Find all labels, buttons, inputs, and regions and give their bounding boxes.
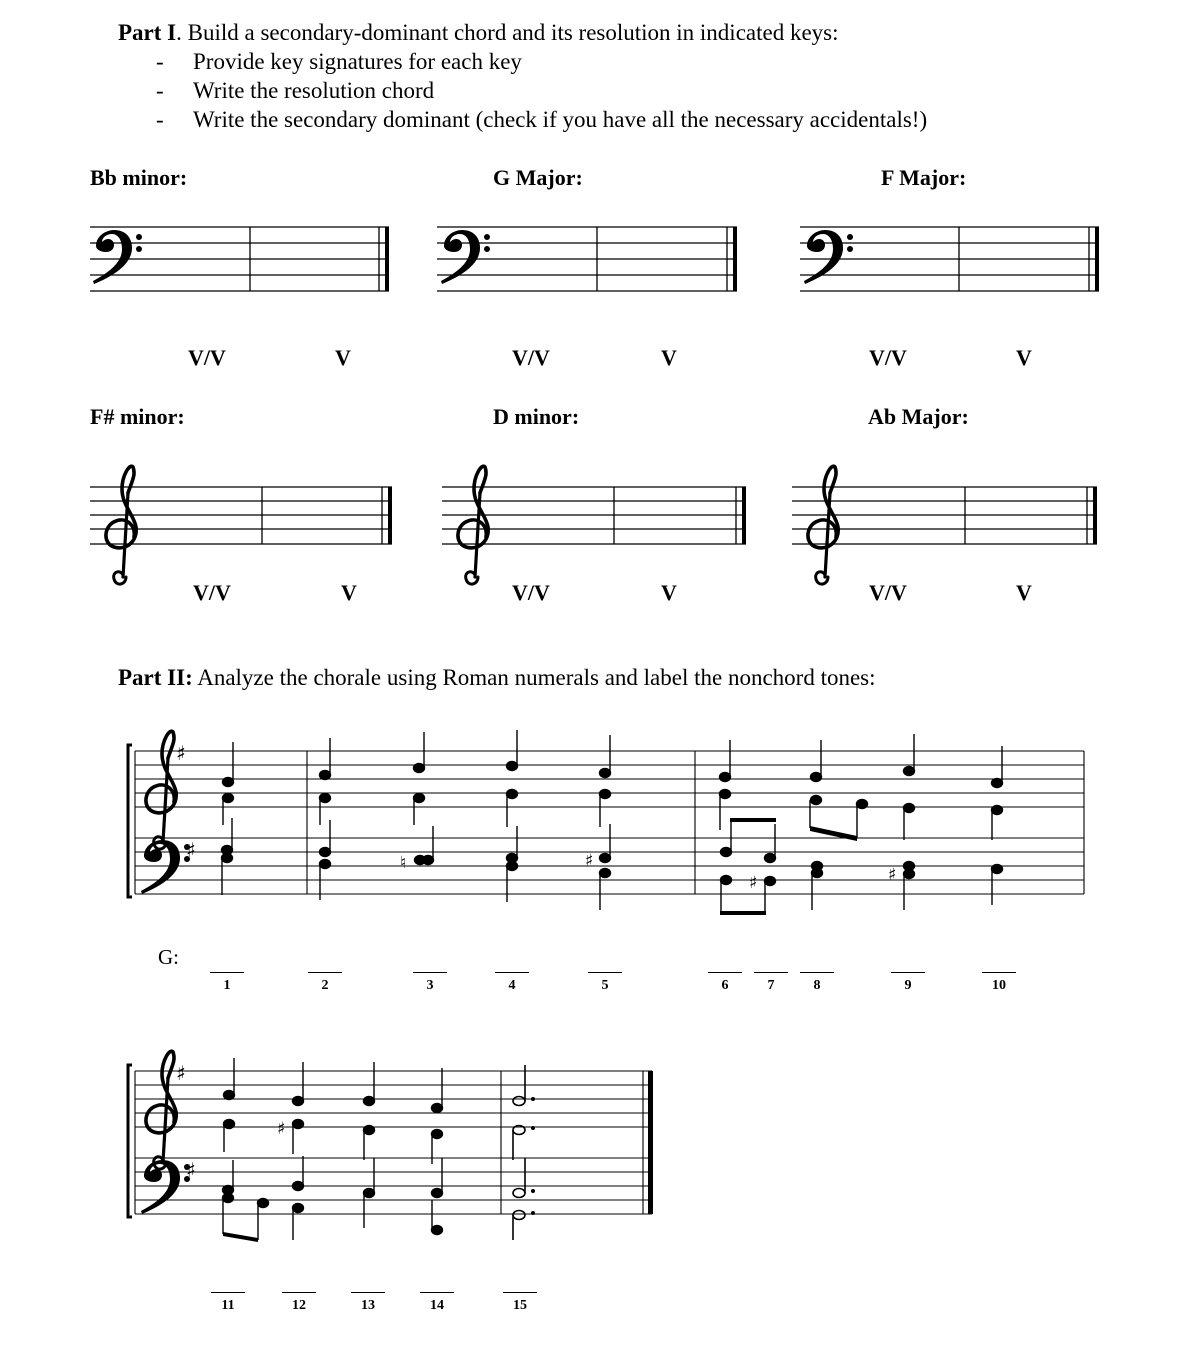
chorale-system-1 [128,730,1084,915]
analysis-blank-2[interactable]: 2 [308,972,342,994]
key-label-fsharp-minor: F# minor: [90,404,185,429]
bullet-text: Write the resolution chord [193,78,435,103]
bass-clef-icon [804,230,853,284]
staff-bb-minor [90,227,389,291]
part1-instruction: . Build a secondary-dominant chord and its resolution in indicated keys: [176,20,839,45]
bass-clef-icon [141,840,190,894]
analysis-key-label: G: [158,945,179,969]
natural-icon: ♮ [400,853,407,873]
treble-clef-icon [808,466,838,584]
treble-clef-icon [146,731,176,849]
sharp-icon: ♯ [888,865,897,885]
analysis-blank-5[interactable]: 5 [588,972,622,994]
staff-fsharp-minor [90,466,392,584]
analysis-blank-1[interactable]: 1 [210,972,244,994]
treble-clef-icon [146,1051,176,1169]
bass-clef-icon [141,1160,190,1214]
chorale-system-2 [128,1051,653,1242]
analysis-blank-7[interactable]: 7 [754,972,788,994]
part1-label: Part I [118,20,177,45]
roman-v-of-v: V/V [193,580,231,605]
roman-v: V [661,580,677,605]
analysis-blank-13[interactable]: 13 [351,1292,385,1314]
bass-clef-icon [441,230,490,284]
roman-v-of-v: V/V [869,580,907,605]
bullet-text: Write the secondary dominant (check if you have all the necessary accidentals!) [193,107,928,132]
roman-v: V [1016,345,1032,370]
analysis-blank-6[interactable]: 6 [708,972,742,994]
roman-v: V [341,580,357,605]
key-label-d-minor: D minor: [493,404,580,429]
analysis-blank-15[interactable]: 15 [503,1292,537,1314]
treble-clef-icon [458,466,488,584]
key-label-bb-minor: Bb minor: [90,165,188,190]
roman-v: V [661,345,677,370]
key-sig-sharp-icon: ♯ [176,741,186,765]
roman-v-of-v: V/V [512,580,550,605]
bullet-text: Provide key signatures for each key [193,49,522,74]
bullet-dash: - [156,49,164,74]
bullet-dash: - [156,78,164,103]
staff-g-major [437,227,737,291]
sharp-icon: ♯ [277,1119,286,1139]
sharp-icon: ♯ [749,873,758,893]
analysis-blank-3[interactable]: 3 [413,972,447,994]
sharp-icon: ♯ [585,851,594,871]
staff-f-major [800,227,1099,291]
part2-instruction: Analyze the chorale using Roman numerals and label the nonchord tones: [192,665,876,690]
key-label-ab-major: Ab Major: [868,404,969,429]
analysis-blank-9[interactable]: 9 [891,972,925,994]
staff-ab-major [792,466,1097,584]
analysis-blank-8[interactable]: 8 [800,972,834,994]
key-label-f-major: F Major: [881,165,967,190]
roman-v: V [1016,580,1032,605]
key-sig-sharp-icon: ♯ [176,1061,186,1085]
key-label-g-major: G Major: [493,165,583,190]
analysis-blank-12[interactable]: 12 [282,1292,316,1314]
bullet-dash: - [156,107,164,132]
roman-v-of-v: V/V [188,345,226,370]
roman-v: V [335,345,351,370]
key-sig-sharp-icon: ♯ [186,1158,196,1182]
analysis-blank-4[interactable]: 4 [495,972,529,994]
treble-clef-icon [106,466,136,584]
analysis-blank-10[interactable]: 10 [982,972,1016,994]
part2-label: Part II: [118,665,193,690]
analysis-blank-11[interactable]: 11 [211,1292,245,1314]
key-sig-sharp-icon: ♯ [186,838,196,862]
bass-clef-icon [93,230,142,284]
roman-v-of-v: V/V [869,345,907,370]
roman-v-of-v: V/V [512,345,550,370]
analysis-blank-14[interactable]: 14 [420,1292,454,1314]
staff-d-minor [442,466,746,584]
